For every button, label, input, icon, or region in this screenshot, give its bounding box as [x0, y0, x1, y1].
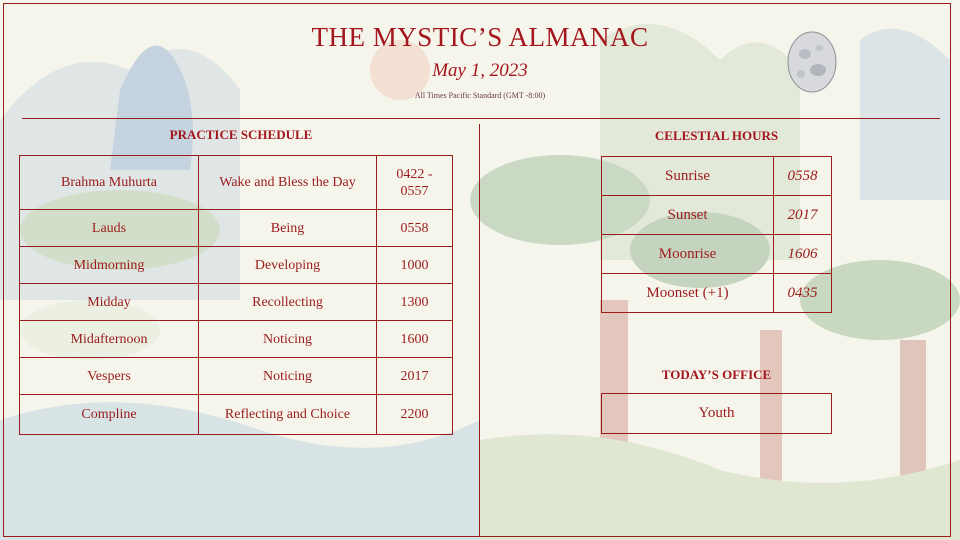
time-cell: 1000: [377, 247, 453, 284]
time-cell: 2017: [377, 358, 453, 395]
time-cell: 0558: [377, 210, 453, 247]
table-row: [20, 358, 453, 395]
practice-cell: Noticing: [199, 358, 377, 395]
timezone-note: All Times Pacific Standard (GMT -8:00): [414, 91, 546, 100]
practice-cell: Reflecting and Choice: [199, 395, 377, 435]
almanac-date: May 1, 2023: [432, 60, 528, 81]
event-cell: Moonrise: [602, 235, 774, 274]
hour-cell: Brahma Muhurta: [20, 156, 199, 210]
practice-schedule-table: [19, 155, 453, 435]
table-row: [20, 321, 453, 358]
page-title: THE MYSTIC’S ALMANAC: [311, 22, 649, 52]
table-row: [20, 284, 453, 321]
column-divider: [479, 124, 480, 536]
time-cell: 2200: [377, 395, 453, 435]
header-divider: [22, 118, 940, 119]
event-cell: Moonset (+1): [602, 274, 774, 313]
practice-schedule-heading: PRACTICE SCHEDULE: [169, 127, 313, 142]
moon-phase-icon: [785, 30, 839, 94]
table-row: [602, 157, 832, 196]
practice-cell: Noticing: [199, 321, 377, 358]
celestial-hours-heading: CELESTIAL HOURS: [654, 128, 779, 143]
time-cell: 1606: [774, 235, 832, 274]
event-cell: Sunrise: [602, 157, 774, 196]
table-row: [20, 247, 453, 284]
time-cell: 0422 - 0557: [377, 156, 453, 210]
time-cell: 0558: [774, 157, 832, 196]
event-cell: Sunset: [602, 196, 774, 235]
hour-cell: Compline: [20, 395, 199, 435]
time-cell: 1300: [377, 284, 453, 321]
table-row: [20, 210, 453, 247]
time-cell: 0435: [774, 274, 832, 313]
table-row: [602, 196, 832, 235]
todays-office-value: Youth: [601, 393, 832, 434]
hour-cell: Midmorning: [20, 247, 199, 284]
table-row: [602, 235, 832, 274]
hour-cell: Midafternoon: [20, 321, 199, 358]
time-cell: 2017: [774, 196, 832, 235]
practice-cell: Developing: [199, 247, 377, 284]
celestial-hours-table: [601, 156, 832, 313]
time-cell: 1600: [377, 321, 453, 358]
todays-office-heading: TODAY’S OFFICE: [661, 367, 772, 382]
table-row: [20, 395, 453, 435]
hour-cell: Vespers: [20, 358, 199, 395]
table-row: [602, 274, 832, 313]
practice-cell: Wake and Bless the Day: [199, 156, 377, 210]
table-row: [20, 156, 453, 210]
practice-cell: Recollecting: [199, 284, 377, 321]
hour-cell: Lauds: [20, 210, 199, 247]
hour-cell: Midday: [20, 284, 199, 321]
practice-cell: Being: [199, 210, 377, 247]
